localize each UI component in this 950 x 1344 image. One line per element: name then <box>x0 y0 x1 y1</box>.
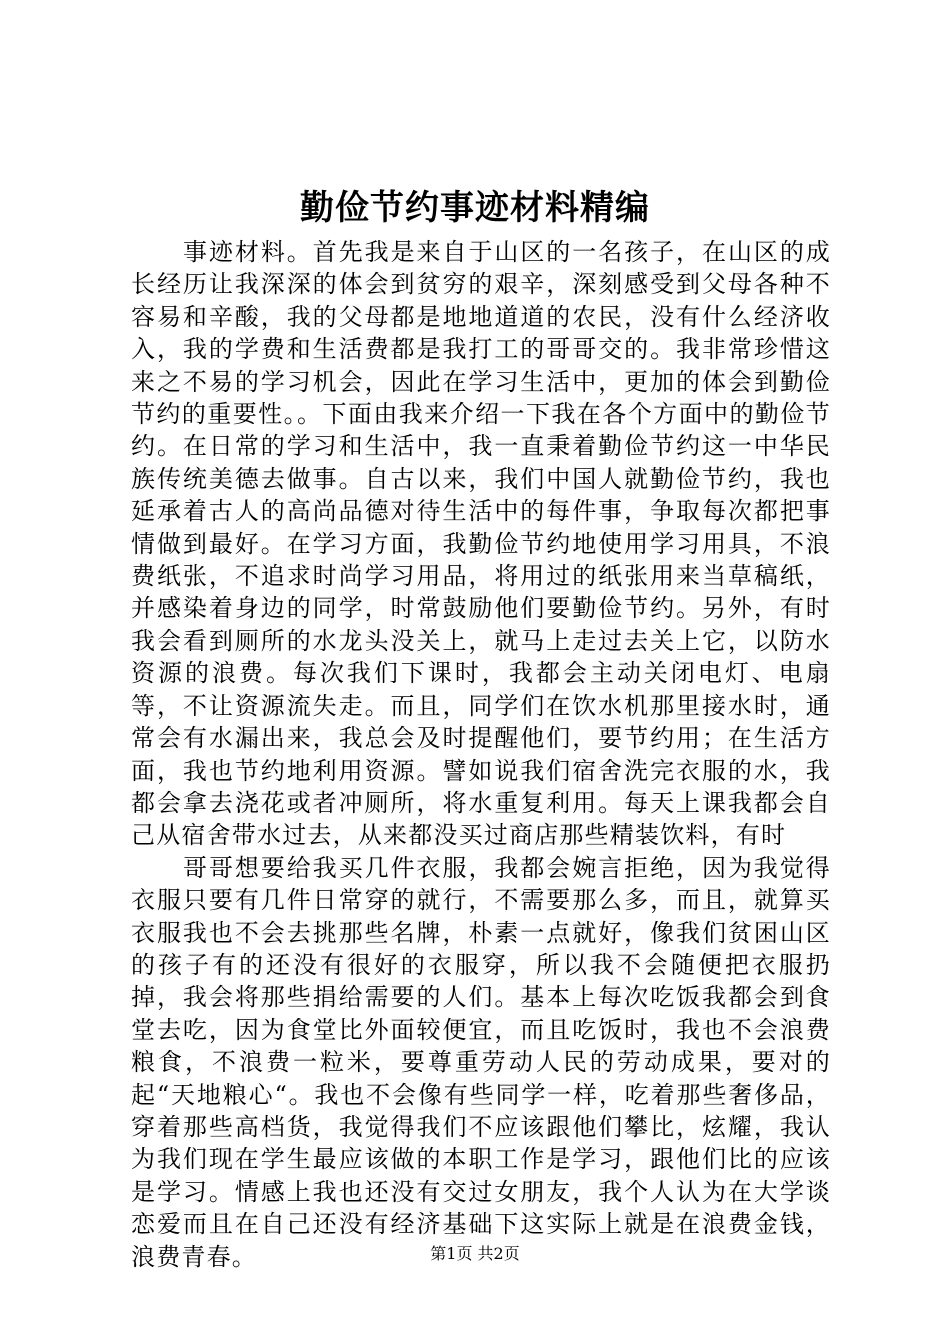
document-title: 勤俭节约事迹材料精编 <box>300 188 650 228</box>
document-body <box>131 236 831 1273</box>
page-number-footer: 第1页 共2页 <box>430 1244 520 1263</box>
body-paragraph-1: 事迹材料。首先我是来自于山区的一名孩子，在山区的成长经历让我深深的体会到贫穷的艰辛，深刻感受到父母各种不容易和辛酸，我的父母都是地地道道的农民，没有什么经济收入，我的学费和生活费都是我打工的哥哥交的。我非常珍惜这来之不易的学习机会，因此在学习生活中，更加的体会到勤俭节约的重要性。。下面由我来介绍一下我在各个方面中的勤俭节约。在日常的学习和生活中，我一直秉着勤俭节约这一中华民族传统美德去做事。自古以来，我们中国人就勤俭节约，我也延承着古人的高尚品德对待生活中的每件事，争取每次都把事情做到最好。在学习方面，我勤俭节约地使用学习用具，不浪费纸张，不追求时尚学习用品，将用过的纸张用来当草稿纸，并感染着身边的同学，时常鼓励他们要勤俭节约。另外，有时我会看到厕所的水龙头没关上，就马上走过去关上它，以防水资源的浪费。每次我们下课时，我都会主动关闭电灯、电扇等，不让资源流失走。而且，同学们在饮水机那里接水时，通常会有水漏出来，我总会及时提醒他们，要节约用；在生活方面，我也节约地利用资源。譬如说我们宿舍洗完衣服的水，我都会拿去浇花或者冲厕所，将水重复利用。每天上课我都会自己从宿舍带水过去，从来都没买过商店那些精装饮料，有时 <box>131 238 831 850</box>
body-paragraph-2: 哥哥想要给我买几件衣服，我都会婉言拒绝，因为我觉得衣服只要有几件日常穿的就行，不需要那么多，而且，就算买衣服我也不会去挑那些名牌，朴素一点就好，像我们贫困山区的孩子有的还没有很好的衣服穿，所以我不会随便把衣服扔掉，我会将那些捐给需要的人们。基本上每次吃饭我都会到食堂去吃，因为食堂比外面较便宜，而且吃饭时，我也不会浪费粮食，不浪费一粒米，要尊重劳动人民的劳动成果，要对的起“天地粮心“。我也不会像有些同学一样，吃着那些奢侈品，穿着那些高档货，我觉得我们不应该跟他们攀比，炫耀，我认为我们现在学生最应该做的本职工作是学习，跟他们比的应该是学习。情感上我也还没有交过女朋友，我个人认为在大学谈恋爱而且在自己还没有经济基础下这实际上就是在浪费金钱，浪费青春。 <box>131 853 831 1271</box>
